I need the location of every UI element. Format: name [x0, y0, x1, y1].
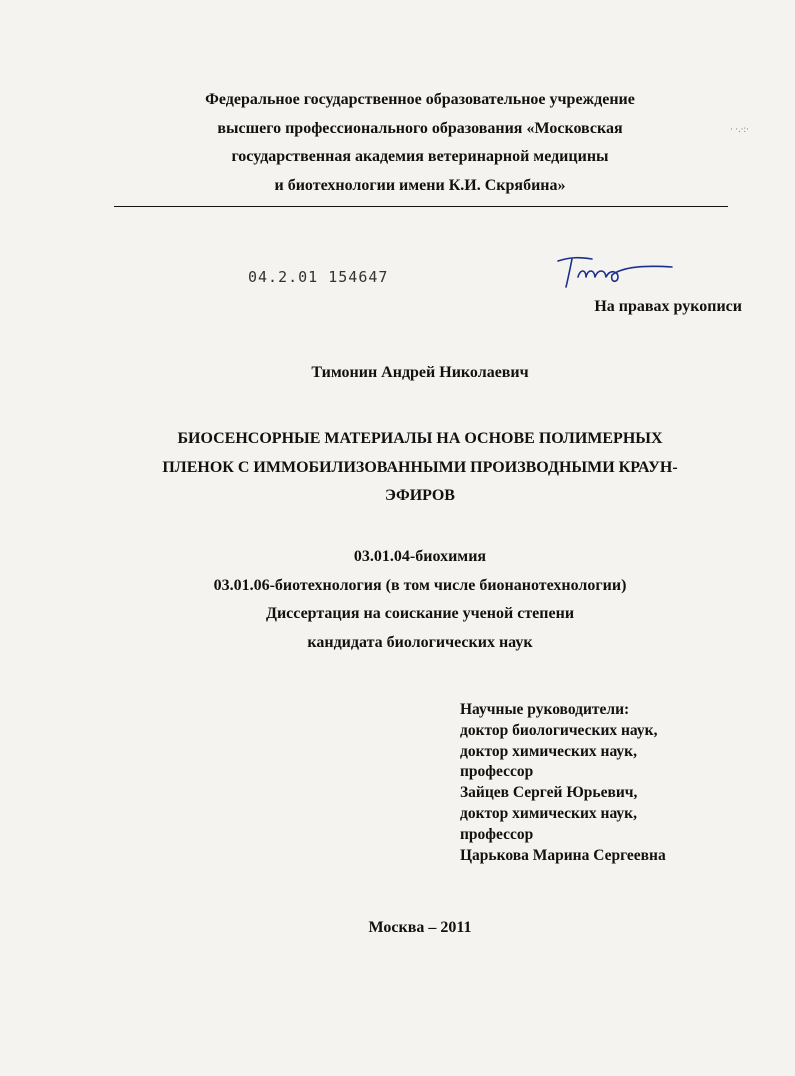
institution-line: Федеральное государственное образовательное учреждение [205, 91, 635, 108]
title-line: БИОСЕНСОРНЫЕ МАТЕРИАЛЫ НА ОСНОВЕ ПОЛИМЕРНЫХ [177, 430, 663, 447]
advisor-name: Царькова Марина Сергеевна [460, 846, 666, 864]
rights-label: На правах рукописи [594, 298, 742, 315]
scan-speck: · ·.·:· [730, 124, 749, 134]
advisors-heading: Научные руководители: [460, 701, 630, 718]
advisor-line: профессор [460, 825, 534, 843]
dissertation-title [0, 425, 795, 511]
specialties-block [0, 543, 795, 657]
specialty-line: 03.01.06-биотехнология (в том числе бионанотехнологии) [213, 576, 627, 594]
advisor-line: профессор [460, 763, 534, 781]
advisor-line: доктор химических наук, [460, 804, 637, 822]
advisor-line: доктор биологических наук, [460, 721, 658, 739]
author-name: Тимонин Андрей Николаевич [311, 364, 529, 381]
specialty-line: 03.01.04-биохимия [353, 548, 487, 565]
advisor-line: доктор химических наук, [460, 742, 637, 760]
signature-icon [548, 247, 678, 293]
institution-line: высшего профессионального образования «Московская [217, 119, 623, 137]
institution-line: государственная академия ветеринарной медицины [231, 148, 609, 165]
degree-line: кандидата биологических наук [307, 633, 533, 651]
advisors-block [460, 700, 666, 866]
header-divider [114, 206, 728, 207]
advisor-name: Зайцев Сергей Юрьевич, [460, 784, 638, 802]
title-line: ЭФИРОВ [385, 487, 455, 504]
institution-header [0, 86, 795, 200]
title-line: ПЛЕНОК С ИММОБИЛИЗОВАННЫМИ ПРОИЗВОДНЫМИ КРАУН- [162, 458, 678, 476]
registration-stamp: 04.2.01 154647 [248, 268, 389, 286]
institution-line: и биотехнологии имени К.И. Скрябина» [274, 176, 566, 194]
degree-line: Диссертация на соискание ученой степени [265, 605, 575, 622]
city-year: Москва – 2011 [368, 919, 472, 936]
